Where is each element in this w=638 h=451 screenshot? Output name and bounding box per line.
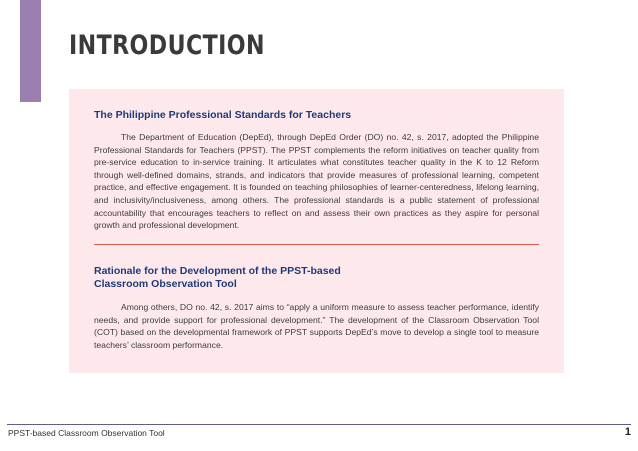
ppst-heading-text: The Philippine Professional Standards for Teachers — [94, 109, 352, 121]
rationale-heading-line1: Rationale for the Development of the PPST-based — [94, 265, 341, 277]
page-number: 1 — [624, 426, 631, 438]
rationale-paragraph-text: Among others, DO no. 42, s. 2017 aims to “apply a uniform measure to assess teacher performance, identify needs, and provide support for professional development.” The development of the Classroom Observation Tool (COT) based on the developmental framework of PPST supports DepEd’s move to develop a single tool to measure teachers’ classroom performance. — [94, 302, 539, 350]
footer-rule — [7, 424, 631, 425]
content-panel — [69, 89, 564, 373]
rationale-heading-line2: Classroom Observation Tool — [94, 278, 237, 290]
ppst-heading — [94, 109, 351, 122]
ppst-paragraph — [94, 131, 539, 232]
page-title: INTRODUCTION — [69, 30, 265, 61]
accent-bar — [20, 0, 41, 102]
section-divider — [94, 244, 539, 245]
rationale-heading — [94, 265, 341, 291]
rationale-paragraph — [94, 301, 539, 351]
ppst-paragraph-text: The Department of Education (DepEd), through DepEd Order (DO) no. 42, s. 2017, adopted the Philippine Professional Standards for Teachers (PPST). The PPST complements the reform initiatives on teacher quality from pre-service education to in-service training. It articulates what constitutes teacher quality in the K to 12 Reform through well-defined domains, strands, and indicators that provide measures of professional learning, competent practice, and effective engagement. It is founded on teaching philosophies of learner-centeredness, lifelong learning, and inclusivity/inclusiveness, among others. The professional standards is a public statement of professional accountability that encourages teachers to reflect on and assess their own practices as they aspire for personal growth and professional development. — [94, 132, 539, 231]
footer-document-title: PPST-based Classroom Observation Tool — [8, 428, 165, 438]
